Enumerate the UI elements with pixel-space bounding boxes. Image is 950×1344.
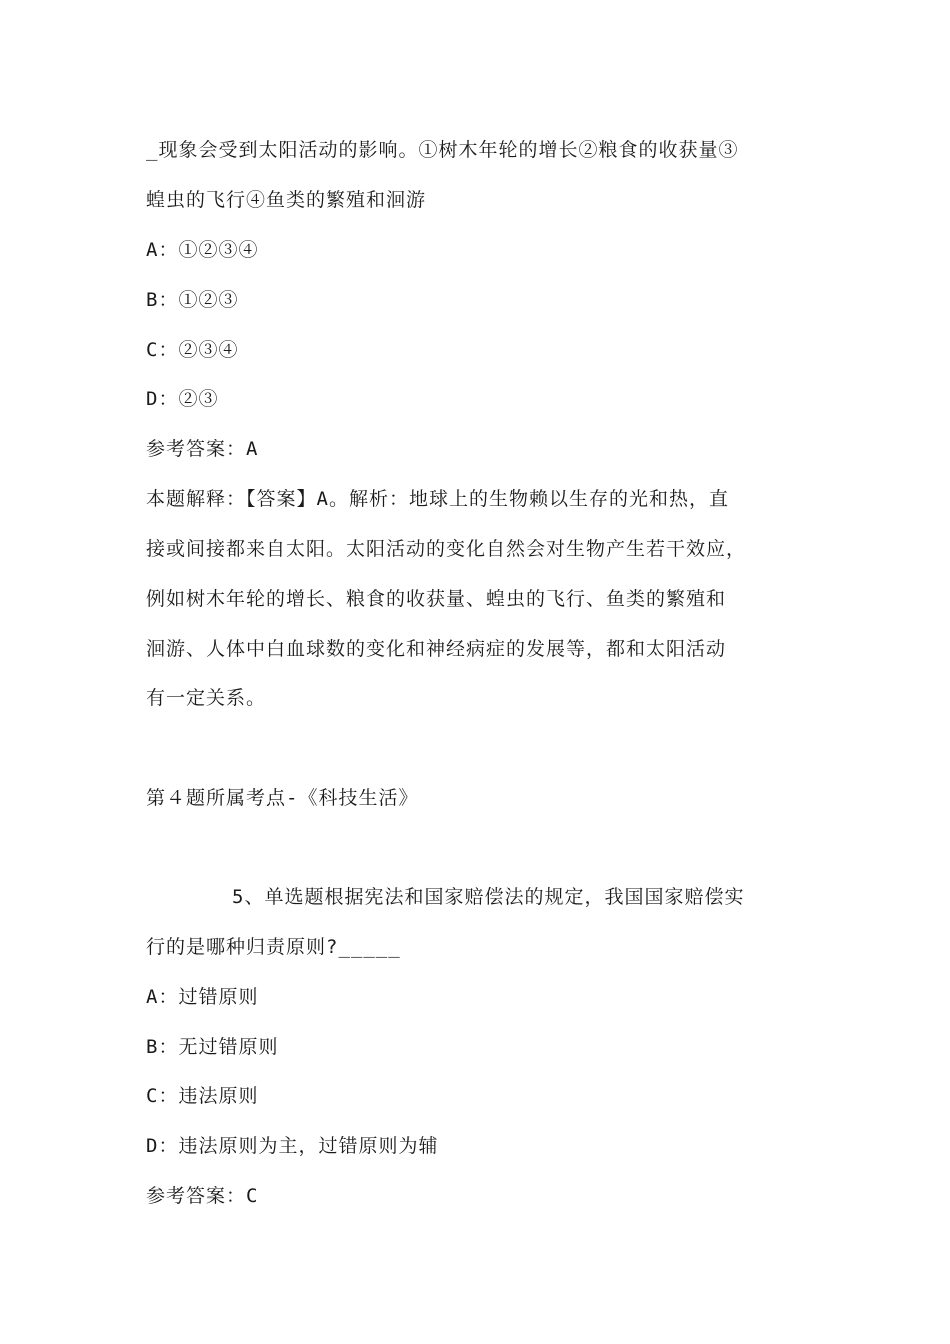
explanation-line: 接或间接都来自太阳。太阳活动的变化自然会对生物产生若干效应， — [146, 538, 747, 560]
reference-answer: 参考答案：C — [146, 1185, 259, 1207]
option-b: B：①②③ — [146, 289, 239, 311]
option-b: B：无过错原则 — [146, 1036, 279, 1058]
explanation-line: 洄游、人体中白血球数的变化和神经病症的发展等，都和太阳活动 — [146, 638, 727, 660]
question-stem-line: 5、单选题根据宪法和国家赔偿法的规定，我国国家赔偿实 — [232, 886, 745, 908]
explanation-line: 本题解释：【答案】A。解析：地球上的生物赖以生存的光和热，直 — [146, 488, 729, 510]
question-stem-line: _现象会受到太阳活动的影响。①树木年轮的增长②粮食的收获量③ — [146, 139, 739, 161]
option-d: D：违法原则为主，过错原则为辅 — [146, 1135, 439, 1157]
question-stem-line: 蝗虫的飞行④鱼类的繁殖和洄游 — [146, 189, 427, 211]
question-stem-line: 行的是哪种归责原则?_____ — [146, 936, 401, 958]
explanation-line: 例如树木年轮的增长、粮食的收获量、蝗虫的飞行、鱼类的繁殖和 — [146, 588, 727, 610]
reference-answer: 参考答案：A — [146, 438, 259, 460]
option-a: A：过错原则 — [146, 986, 259, 1008]
option-a: A：①②③④ — [146, 239, 259, 261]
option-d: D：②③ — [146, 388, 219, 410]
option-c: C：违法原则 — [146, 1085, 259, 1107]
option-c: C：②③④ — [146, 339, 239, 361]
explanation-line: 有一定关系。 — [146, 687, 267, 709]
topic-label: 第４题所属考点-《科技生活》 — [146, 787, 419, 809]
